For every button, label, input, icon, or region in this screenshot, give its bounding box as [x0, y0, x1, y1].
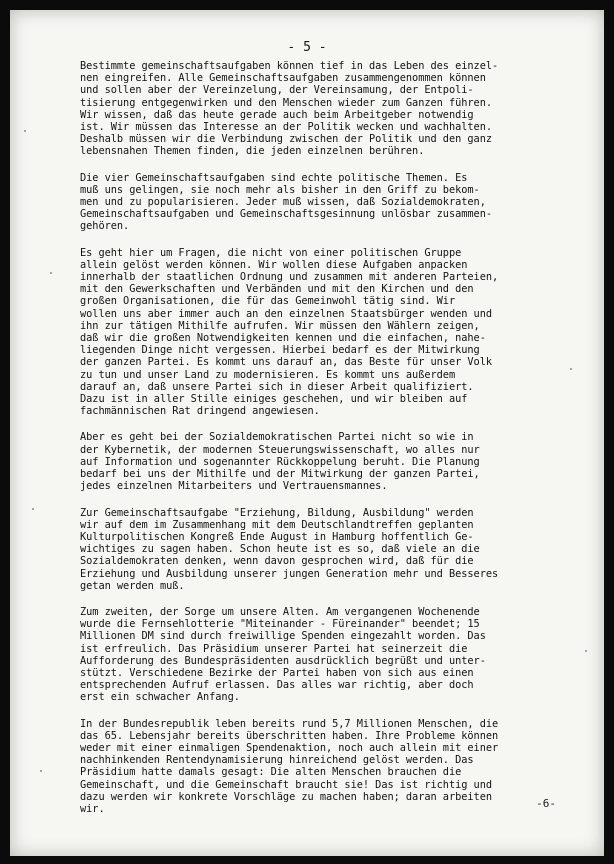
text-line: wollen uns aber immer auch an den einzelnen Staatsbürger wenden und	[80, 307, 493, 320]
text-line: Bestimmte gemeinschaftsaufgaben können tief in das Leben des einzel-	[80, 60, 499, 72]
text-line: innerhalb der staatlichen Ordnung und zusammen mit anderen Parteien,	[80, 271, 499, 284]
text-line: Wir wissen, daß das heute gerade auch beim Arbeitgeber notwendig	[80, 108, 474, 121]
text-line: Gemeinschaft, und die Gemeinschaft braucht sie! Das ist richtig und	[80, 778, 493, 791]
text-line: dazu werden wir konkrete Vorschläge zu machen haben; daran arbeiten	[80, 790, 493, 803]
text-line: großen Organisationen, die für das Gemeinwohl tätig sind. Wir	[80, 295, 456, 308]
text-line: auf Information und sogenannter Rückkoppelung beruht. Die Planung	[80, 455, 480, 468]
text-line: Zum zweiten, der Sorge um unsere Alten. Am vergangenen Wochenende	[80, 605, 480, 618]
text-line: nachhinkenden Rentendynamisierung hinreichend gelöst werden. Das	[80, 754, 474, 767]
text-line: jedes einzelnen Mitarbeiters und Vertrauensmannes.	[80, 480, 388, 493]
paragraph	[80, 172, 562, 233]
text-line: weder mit einer einmaligen Spendenaktion, noch auch allein mit einer	[80, 741, 499, 754]
text-line: erst ein schwacher Anfang.	[80, 691, 240, 704]
page-number: - 5 -	[287, 40, 327, 55]
text-line: muß uns gelingen, sie noch mehr als bisher in den Griff zu bekom-	[80, 183, 480, 196]
text-line: tisierung entgegenwirken und den Menschen wieder zum Ganzen führen.	[80, 96, 493, 109]
text-line: ist. Wir müssen das Interesse an der Politik wecken und wachhalten.	[80, 121, 493, 134]
text-line: gehören.	[80, 220, 130, 233]
text-line: In der Bundesrepublik leben bereits rund 5,7 Millionen Menschen, die	[80, 717, 499, 730]
text-line: darauf an, daß unsere Partei sich in dieser Arbeit qualifiziert.	[80, 380, 474, 393]
text-line: wir.	[80, 802, 105, 815]
document-page	[10, 10, 604, 856]
paragraph	[80, 247, 562, 418]
paragraph	[80, 431, 562, 492]
text-line: wurde die Fernsehlotterie "Miteinander - Füreinander" beendet; 15	[80, 618, 480, 631]
text-line: bedarf bei uns der Mithilfe und der Mitwirkung der ganzen Partei,	[80, 468, 480, 481]
text-line: das 65. Lebensjahr bereits überschritten haben. Ihre Probleme können	[80, 729, 499, 742]
text-line: stützt. Verschiedene Bezirke der Partei haben von sich aus einen	[80, 666, 474, 679]
text-line: Die vier Gemeinschaftsaufgaben sind echte politische Themen. Es	[80, 171, 468, 184]
text-line: zu tun und unser Land zu modernisieren. Es kommt uns außerdem	[80, 368, 456, 381]
paragraph	[80, 718, 562, 816]
text-line: der Kybernetik, der modernen Steuerungswissenschaft, wo alles nur	[80, 443, 480, 456]
text-line: allein gelöst werden können. Wir wollen diese Aufgaben anpacken	[80, 258, 468, 271]
text-line: wichtiges zu sagen haben. Schon heute ist es so, daß viele an die	[80, 543, 480, 556]
text-line: men und zu popularisieren. Jeder muß wissen, daß Sozialdemokraten,	[80, 196, 486, 209]
text-line: entsprechenden Aufruf erlassen. Das alles war richtig, aber doch	[80, 679, 474, 692]
text-line: Kulturpolitischen Kongreß Ende August in Hamburg hoffentlich Ge-	[80, 530, 474, 543]
text-line: Sozialdemokraten denken, wenn davon gesprochen wird, daß für die	[80, 555, 474, 568]
text-line: Es geht hier um Fragen, die nicht von einer politischen Gruppe	[80, 246, 462, 259]
paragraph	[80, 606, 562, 704]
text-line: liegenden Dinge nicht vergessen. Hierbei bedarf es der Mitwirkung	[80, 344, 480, 357]
text-line: Aufforderung des Bundespräsidenten ausdrücklich begrüßt und unter-	[80, 654, 486, 667]
continuation-marker: -6-	[536, 797, 556, 810]
text-line: lebensnahen Themen finden, die jeden einzelnen berühren.	[80, 145, 425, 158]
text-line: Erziehung und Ausbildung unserer jungen Generation mehr und Besseres	[80, 567, 499, 580]
document-body	[80, 60, 562, 829]
text-line: Deshalb müssen wir die Verbindung zwischen der Politik und den ganz	[80, 133, 493, 146]
text-line: daß wir die großen Notwendigkeiten kennen und die einfachen, nahe-	[80, 332, 486, 345]
text-line: fachmännischen Rat dringend angewiesen.	[80, 405, 320, 418]
text-line: getan werden muß.	[80, 579, 185, 592]
text-line: ist erfreulich. Das Präsidium unserer Partei hat seinerzeit die	[80, 642, 468, 655]
paragraph	[80, 507, 562, 592]
text-line: Zur Gemeinschaftsaufgabe "Erziehung, Bildung, Ausbildung" werden	[80, 506, 474, 519]
text-line: Gemeinschaftsaufgaben und Gemeinschaftsgesinnung unlösbar zusammen-	[80, 208, 493, 221]
text-line: Millionen DM sind durch freiwillige Spenden eingezahlt worden. Das	[80, 630, 486, 643]
text-line: mit den Gewerkschaften und Verbänden und mit den Kirchen und den	[80, 283, 474, 296]
text-line: Dazu ist in aller Stille einiges geschehen, und wir bleiben auf	[80, 393, 468, 406]
paragraph	[80, 60, 562, 158]
text-line: wir auf dem im Zusammenhang mit dem Deutschlandtreffen geplanten	[80, 518, 474, 531]
text-line: nen eingreifen. Alle Gemeinschaftsaufgaben zusammengenommen können	[80, 72, 486, 85]
text-line: der ganzen Partei. Es kommt uns darauf an, das Beste für unser Volk	[80, 356, 493, 369]
text-line: ihn zur tätigen Mithilfe aufrufen. Wir müssen den Wählern zeigen,	[80, 319, 480, 332]
text-line: Präsidium hatte damals gesagt: Die alten Menschen brauchen die	[80, 766, 462, 779]
text-line: Aber es geht bei der Sozialdemokratischen Partei nicht so wie in	[80, 431, 474, 444]
text-line: und sollen aber der Vereinzelung, der Vereinsamung, der Entpoli-	[80, 84, 474, 97]
